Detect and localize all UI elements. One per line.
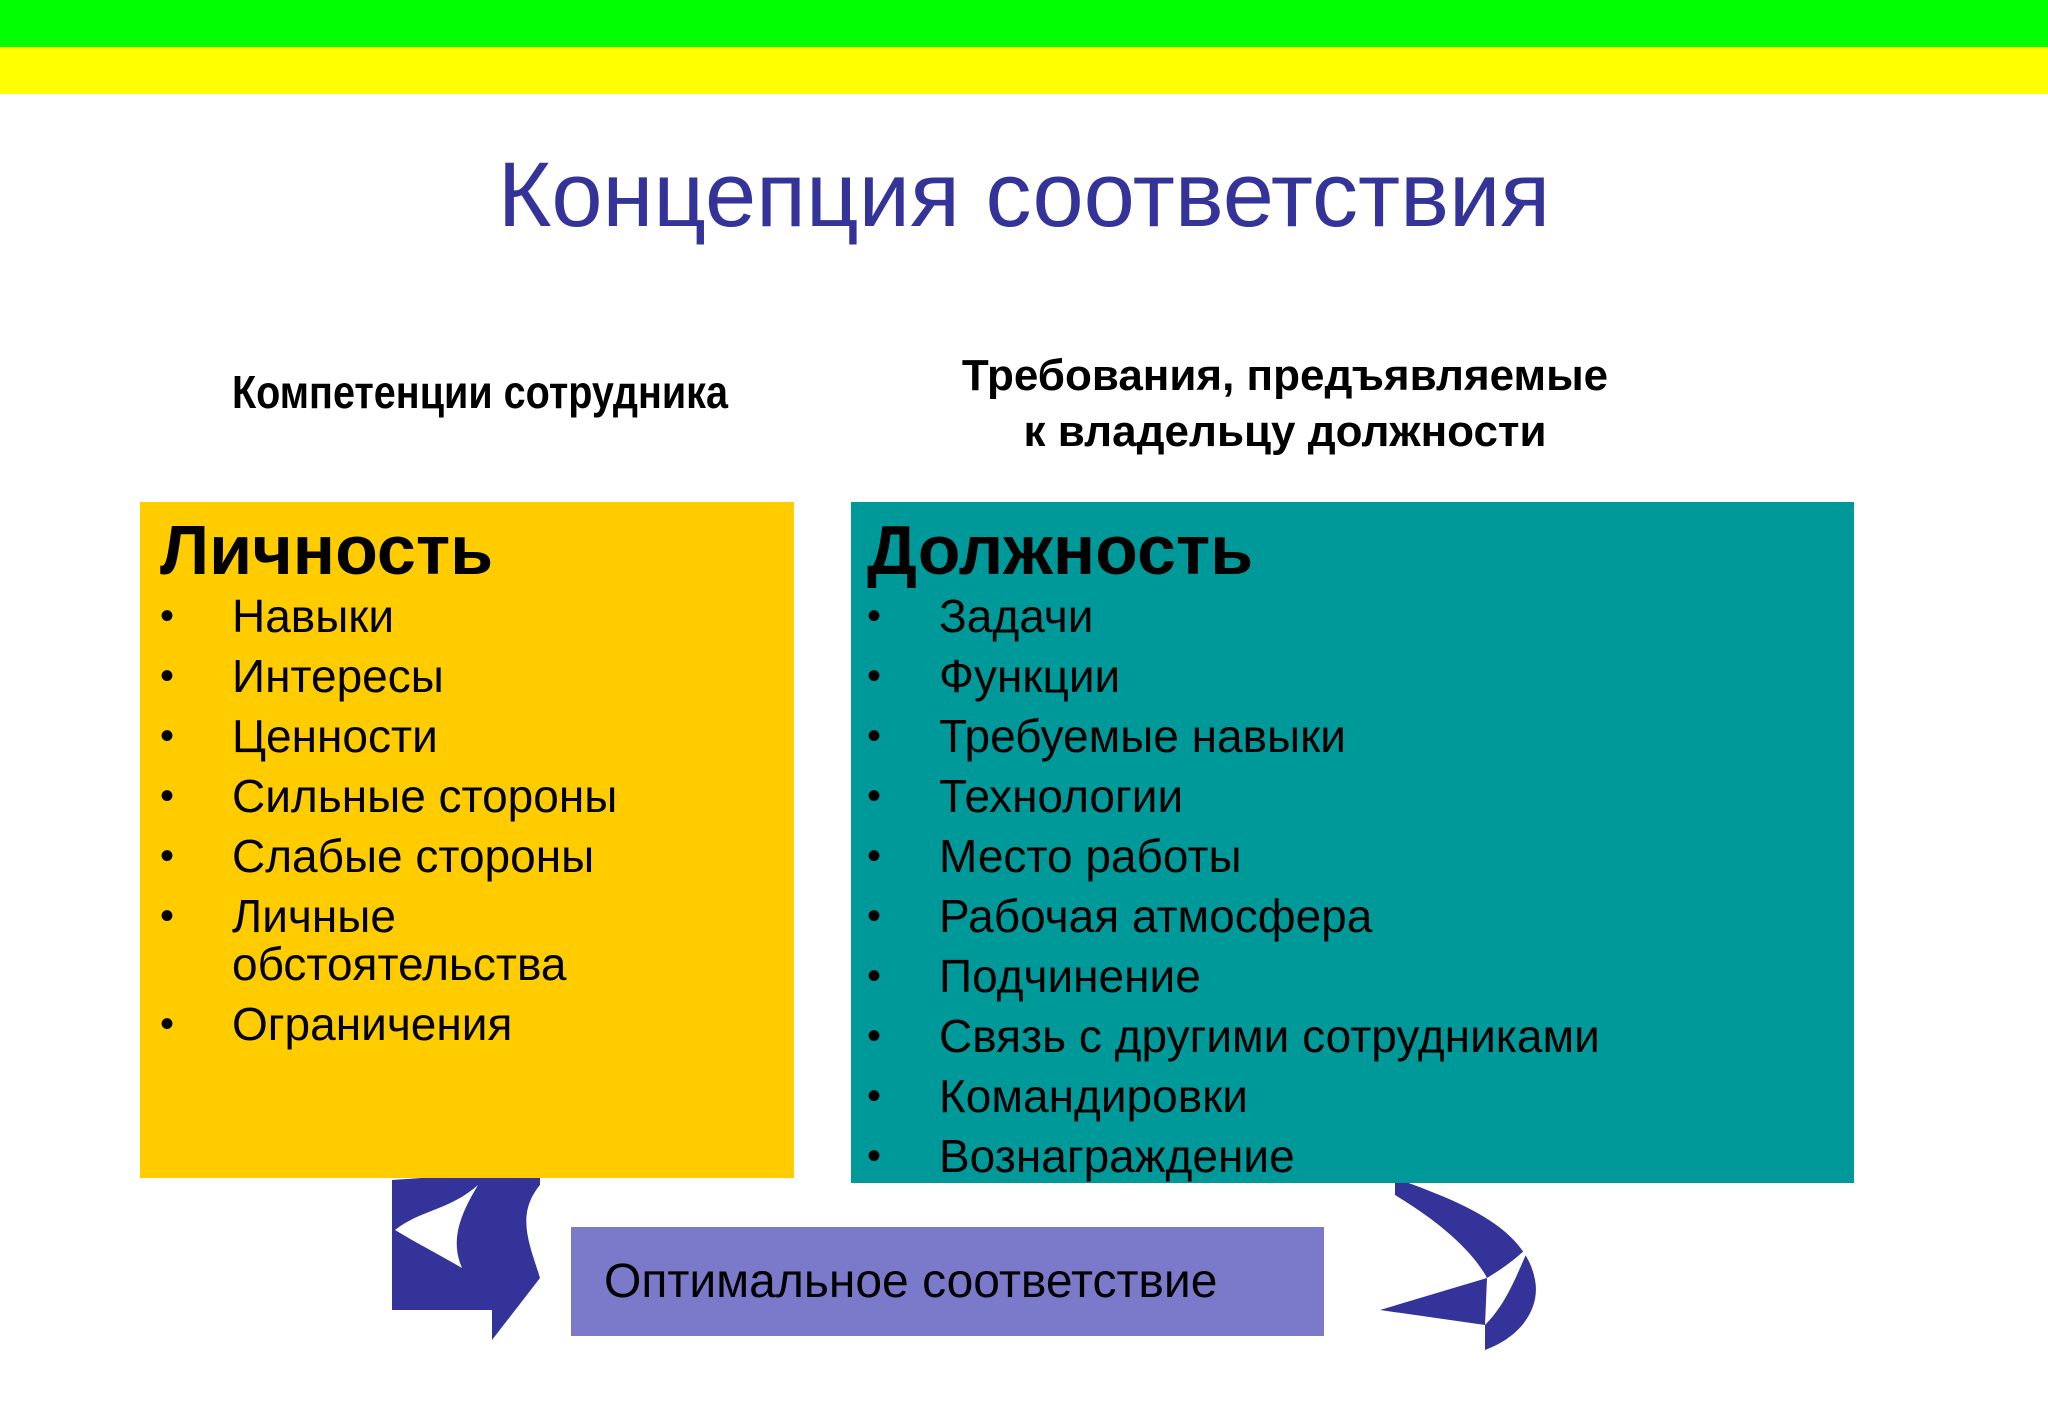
bullet-icon: • — [867, 1134, 882, 1178]
list-item-label: Командировки — [939, 1070, 1248, 1122]
list-item-label: Ценности — [232, 710, 438, 762]
list-item-label: Требуемые навыки — [939, 710, 1346, 762]
bullet-icon: • — [160, 654, 175, 698]
list-item-label: Личные обстоятельства — [232, 890, 567, 990]
position-title: Должность — [867, 511, 1254, 589]
list-item-label: Функции — [939, 650, 1121, 702]
list-item — [867, 952, 1854, 1000]
bullet-icon: • — [867, 594, 882, 638]
list-item-label: Вознаграждение — [939, 1130, 1295, 1182]
bullet-icon: • — [867, 714, 882, 758]
bullet-icon: • — [160, 894, 175, 938]
personality-list — [160, 592, 794, 1048]
list-item — [160, 892, 632, 988]
personality-title: Личность — [160, 511, 494, 589]
list-item — [160, 832, 794, 880]
top-band-yellow — [0, 47, 2048, 94]
list-item — [160, 772, 794, 820]
position-requirements-heading-line1: Требования, предъявляемые — [961, 351, 1609, 400]
bullet-icon: • — [867, 894, 882, 938]
list-item-label: Навыки — [232, 590, 395, 642]
bullet-icon: • — [867, 774, 882, 818]
list-item-label: Рабочая атмосфера — [939, 890, 1373, 942]
list-item-label: Задачи — [939, 590, 1094, 642]
bullet-icon: • — [867, 834, 882, 878]
bullet-icon: • — [160, 714, 175, 758]
list-item — [160, 652, 794, 700]
list-item — [867, 832, 1854, 880]
employee-competencies-heading: Компетенции сотрудника — [231, 366, 728, 418]
list-item-label: Сильные стороны — [232, 770, 618, 822]
list-item — [867, 592, 1854, 640]
bullet-icon: • — [160, 594, 175, 638]
position-requirements-heading — [860, 348, 1710, 460]
list-item — [160, 1000, 794, 1048]
list-item-label: Связь с другими сотрудниками — [939, 1010, 1600, 1062]
bullet-icon: • — [160, 1002, 175, 1046]
position-box — [851, 502, 1854, 1183]
slide-title: Концепция соответствия — [497, 144, 1551, 246]
bullet-icon: • — [867, 1014, 882, 1058]
list-item — [160, 592, 794, 640]
list-item-label: Ограничения — [232, 998, 513, 1050]
personality-box — [140, 502, 794, 1178]
list-item — [867, 1072, 1854, 1120]
list-item — [867, 1132, 1854, 1180]
right-curved-arrow-icon — [1375, 1170, 1555, 1355]
list-item — [867, 772, 1854, 820]
list-item — [867, 892, 1854, 940]
list-item — [867, 1012, 1854, 1060]
list-item — [867, 712, 1854, 760]
list-item — [867, 652, 1854, 700]
bullet-icon: • — [160, 834, 175, 878]
bullet-icon: • — [867, 654, 882, 698]
bullet-icon: • — [160, 774, 175, 818]
left-curved-arrow-icon — [380, 1160, 560, 1345]
optimal-match-box: Оптимальное соответствие — [571, 1227, 1324, 1336]
list-item-label: Интересы — [232, 650, 444, 702]
position-list — [867, 592, 1854, 1180]
bullet-icon: • — [867, 1074, 882, 1118]
bullet-icon: • — [867, 954, 882, 998]
list-item-label: Подчинение — [939, 950, 1201, 1002]
list-item-label: Слабые стороны — [232, 830, 595, 882]
top-band-green — [0, 0, 2048, 47]
list-item — [160, 712, 794, 760]
position-requirements-heading-line2: к владельцу должности — [1023, 407, 1547, 456]
list-item-label: Технологии — [939, 770, 1184, 822]
list-item-label: Место работы — [939, 830, 1242, 882]
